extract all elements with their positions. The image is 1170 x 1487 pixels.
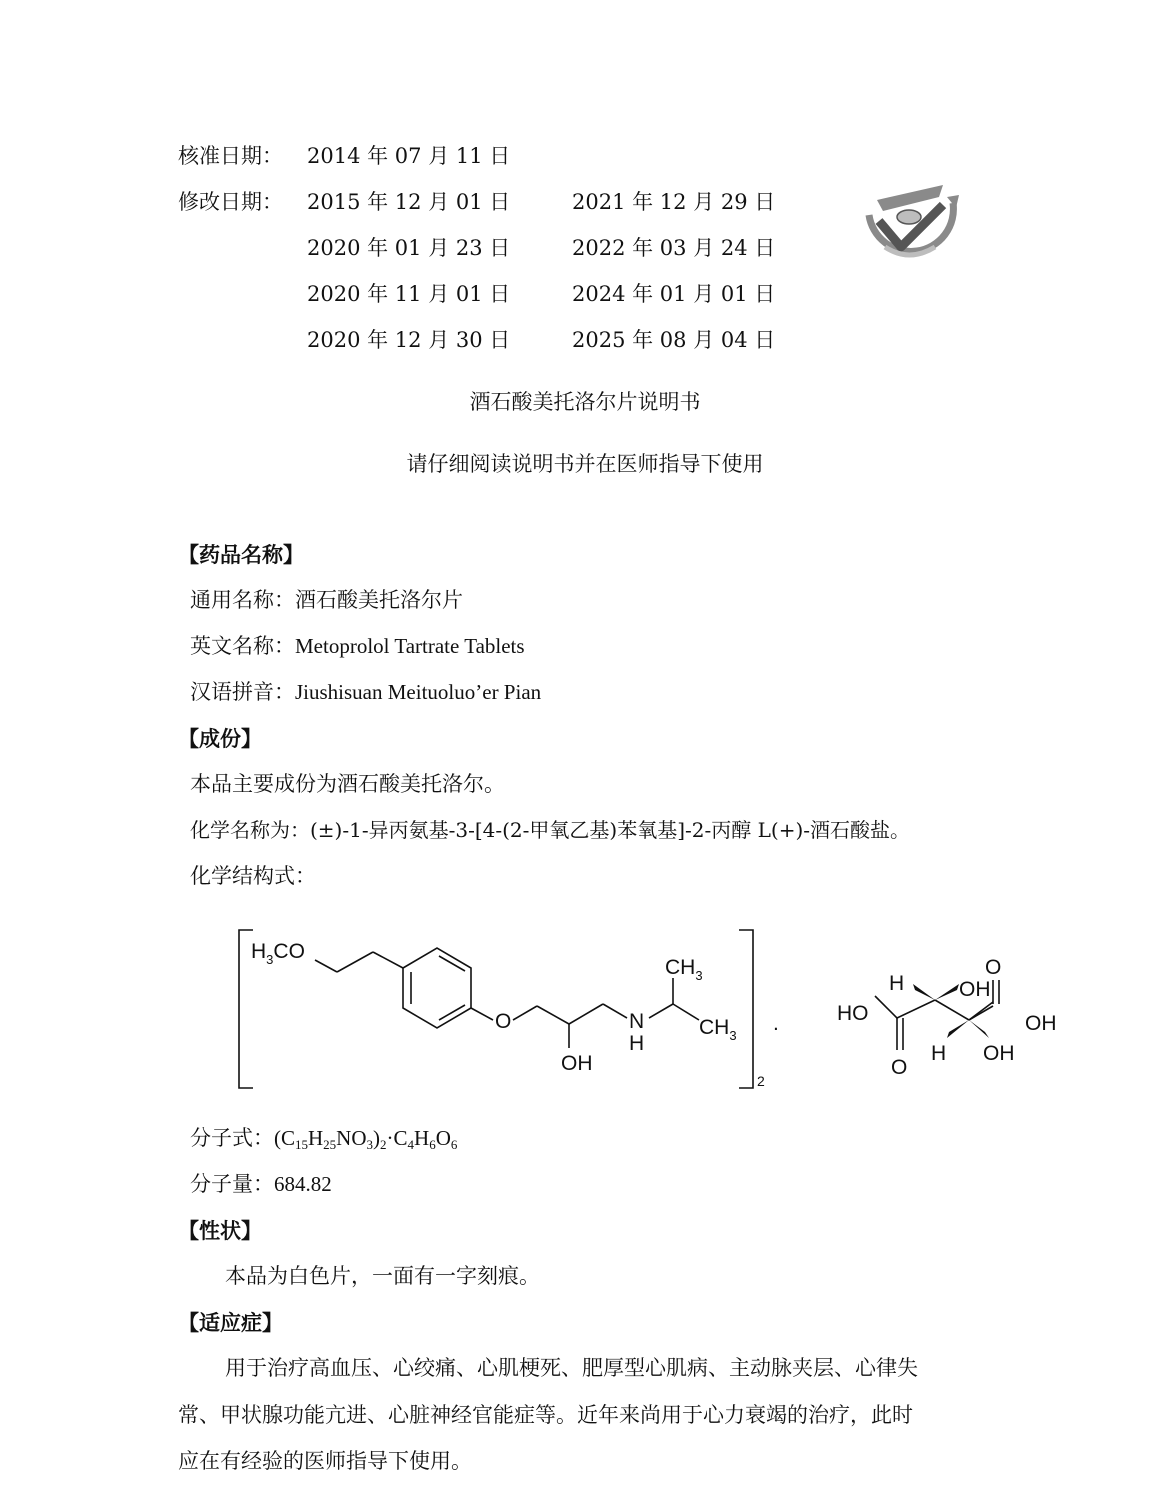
composition-main: 本品主要成份为酒石酸美托洛尔。 bbox=[190, 772, 505, 796]
revision-date: 2020 年 01 月 23 日 bbox=[307, 236, 511, 260]
generic-name: 通用名称：酒石酸美托洛尔片 bbox=[190, 588, 463, 612]
pinyin-name bbox=[190, 682, 541, 703]
hydroxyl-label: OH bbox=[561, 1052, 593, 1075]
revision-date: 2024 年 01 月 01 日 bbox=[572, 282, 776, 306]
tartaric-oh-top: OH bbox=[959, 978, 991, 1001]
tartaric-oh-bottom: OH bbox=[983, 1042, 1015, 1065]
section-heading-indications: 【适应症】 bbox=[178, 1310, 283, 1335]
amine-h-label: H bbox=[629, 1032, 645, 1055]
indications-line: 常、甲状腺功能亢进、心脏神经官能症等。近年来尚用于心力衰竭的治疗，此时 bbox=[178, 1403, 913, 1427]
revision-date: 2021 年 12 月 29 日 bbox=[572, 190, 776, 214]
indications-line: 应在有经验的医师指导下使用。 bbox=[178, 1449, 472, 1473]
revision-date: 2015 年 12 月 01 日 bbox=[307, 190, 511, 214]
revision-date: 2022 年 03 月 24 日 bbox=[572, 236, 776, 260]
revision-date: 2020 年 11 月 01 日 bbox=[307, 282, 511, 306]
molecular-formula-label: 分子式： bbox=[190, 1126, 274, 1150]
tartaric-o-top: O bbox=[985, 956, 1002, 979]
english-name-label: 英文名称： bbox=[190, 634, 295, 658]
molecular-formula-value: $(C_{15}H_{25}NO_3)_2\cdot C_4H_6O_6$ bbox=[274, 1126, 458, 1152]
document-title: 酒石酸美托洛尔片说明书 bbox=[469, 390, 701, 414]
consistency-evaluation-seal-icon bbox=[855, 155, 965, 270]
molecular-weight bbox=[190, 1174, 332, 1195]
methyl-right-label: $CH_3$ bbox=[699, 1016, 737, 1043]
seal-text: 仿制药一致性评价 bbox=[866, 159, 937, 195]
section-heading-drug-name: 【药品名称】 bbox=[178, 542, 304, 567]
tartaric-h-top: H bbox=[889, 972, 905, 995]
amine-n-label: N bbox=[629, 1010, 645, 1033]
chemical-name: 化学名称为：(±)-1-异丙氨基-3-[4-(2-甲氧乙基)苯氧基]-2-丙醇 L(+)-酒石酸盐。 bbox=[190, 818, 911, 842]
document-subtitle: 请仔细阅读说明书并在医师指导下使用 bbox=[406, 452, 764, 476]
pinyin-label: 汉语拼音： bbox=[190, 680, 295, 704]
approval-date: 2014 年 07 月 11 日 bbox=[307, 144, 511, 168]
revision-date: 2025 年 08 月 04 日 bbox=[572, 328, 776, 352]
molecular-weight-label: 分子量： bbox=[190, 1172, 274, 1196]
section-heading-description: 【性状】 bbox=[178, 1218, 262, 1243]
methyl-top-label: $CH_3$ bbox=[665, 956, 703, 983]
molecular-weight-value: 684.82 bbox=[274, 1172, 332, 1196]
molecular-formula bbox=[190, 1126, 458, 1152]
english-name bbox=[190, 636, 525, 657]
english-name-value: Metoprolol Tartrate Tablets bbox=[295, 634, 525, 658]
h3co-label: $H_3CO$ bbox=[251, 940, 305, 967]
pinyin-value: Jiushisuan Meituoluo’er Pian bbox=[295, 680, 542, 704]
tartaric-h-bottom: H bbox=[931, 1042, 947, 1065]
description-text: 本品为白色片，一面有一字刻痕。 bbox=[225, 1264, 540, 1288]
tartaric-o-bottom: O bbox=[891, 1056, 908, 1079]
bracket-multiplier: 2 bbox=[757, 1073, 765, 1089]
tartaric-oh-right: OH bbox=[1025, 1012, 1057, 1035]
revision-date: 2020 年 12 月 30 日 bbox=[307, 328, 511, 352]
revision-date-label: 修改日期： bbox=[178, 190, 283, 214]
indications-line: 用于治疗高血压、心绞痛、心肌梗死、肥厚型心肌病、主动脉夹层、心律失 bbox=[225, 1356, 918, 1380]
section-heading-composition: 【成份】 bbox=[178, 726, 262, 751]
salt-dot: . bbox=[773, 1012, 779, 1035]
chemical-structure-diagram bbox=[225, 920, 1070, 1100]
approval-date-label: 核准日期： bbox=[178, 144, 283, 168]
structure-label: 化学结构式： bbox=[190, 864, 316, 888]
tartaric-ho-left: HO bbox=[837, 1002, 869, 1025]
ether-oxygen-label: O bbox=[495, 1010, 512, 1033]
